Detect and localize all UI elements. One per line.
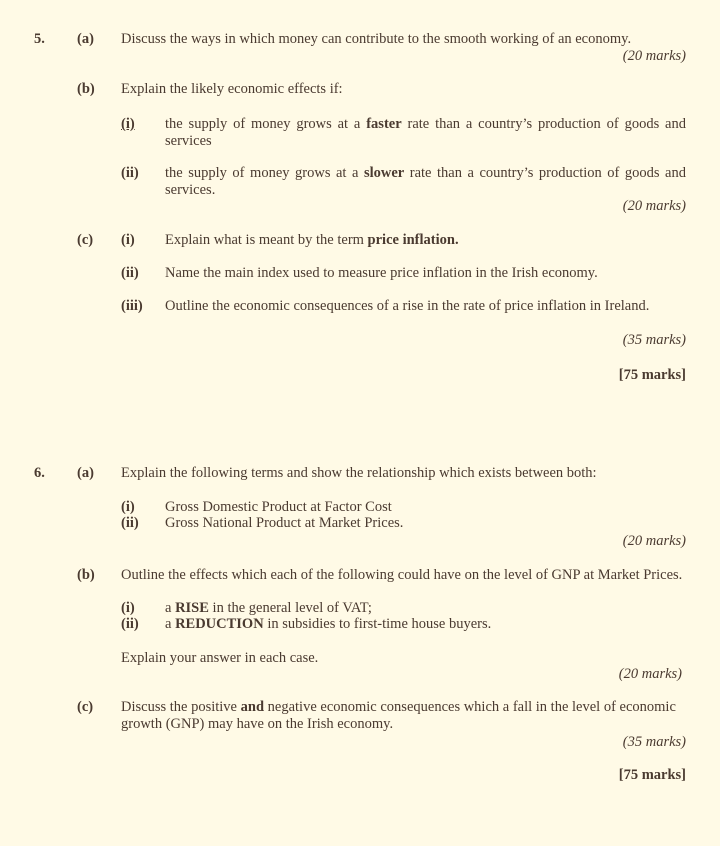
marks-label: (20 marks): [622, 533, 686, 549]
question-number: 5.: [34, 31, 45, 47]
part-label: (c): [77, 699, 94, 715]
item-text: Gross Domestic Product at Factor Cost: [165, 499, 392, 515]
item-label: (iii): [121, 298, 143, 314]
part-text: Outline the effects which each of the following could have on the level of GNP at Market Prices.: [121, 567, 683, 583]
item-text: Name the main index used to measure price inflation in the Irish economy.: [165, 265, 598, 281]
marks-label: (20 marks): [622, 198, 686, 214]
part-label: (a): [77, 31, 94, 47]
item-label: (ii): [121, 616, 139, 632]
part-label: (c): [77, 232, 94, 248]
item-text: the supply of money grows at a faster rate than a country’s production of goods and services: [165, 116, 686, 149]
item-label: (i): [121, 232, 135, 248]
item-label: (i): [121, 600, 135, 616]
total-marks: [75 marks]: [618, 767, 686, 783]
part-text: Explain the following terms and show the relationship which exists between both:: [121, 465, 597, 481]
part-text: Discuss the positive and negative economic consequences which a fall in the level of economic growth (GNP) may have on the Irish economy.: [121, 699, 676, 732]
item-label: (ii): [121, 515, 139, 531]
part-text: Explain the likely economic effects if:: [121, 81, 343, 97]
marks-label: (20 marks): [618, 666, 682, 682]
part-label: (b): [77, 81, 95, 97]
total-marks: [75 marks]: [618, 367, 686, 383]
item-text: the supply of money grows at a slower rate than a country’s production of goods and services.: [165, 165, 686, 198]
marks-label: (35 marks): [622, 734, 686, 750]
marks-label: (35 marks): [622, 332, 686, 348]
item-text: Explain what is meant by the term price inflation.: [165, 232, 459, 248]
item-label: (ii): [121, 165, 139, 181]
part-label: (b): [77, 567, 95, 583]
item-text: Gross National Product at Market Prices.: [165, 515, 404, 531]
item-text: a REDUCTION in subsidies to first-time house buyers.: [165, 616, 492, 632]
marks-label: (20 marks): [622, 48, 686, 64]
part-label: (a): [77, 465, 94, 481]
item-label: (ii): [121, 265, 139, 281]
item-text: Outline the economic consequences of a rise in the rate of price inflation in Ireland.: [165, 298, 650, 314]
item-text: a RISE in the general level of VAT;: [165, 600, 372, 616]
part-footer-text: Explain your answer in each case.: [121, 650, 319, 666]
item-label: (i): [121, 499, 135, 515]
question-number: 6.: [34, 465, 45, 481]
part-text: Discuss the ways in which money can contribute to the smooth working of an economy.: [121, 31, 632, 47]
item-label: (i): [121, 116, 135, 132]
